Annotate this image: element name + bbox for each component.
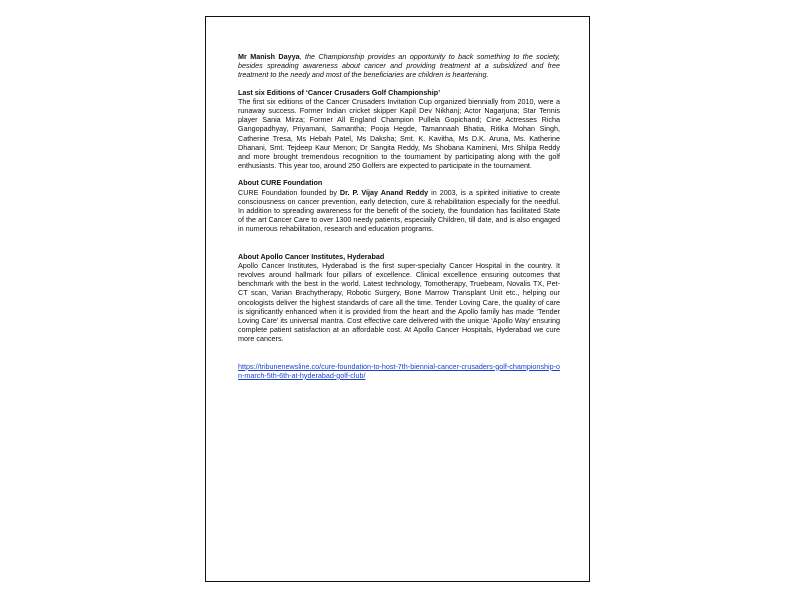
intro-paragraph bbox=[238, 52, 560, 80]
section-editions-heading: Last six Editions of ‘Cancer Crusaders Golf Championship’ bbox=[238, 87, 441, 97]
document-page bbox=[205, 16, 590, 582]
section-cure-body-pre: CURE Foundation founded by bbox=[238, 187, 340, 197]
intro-text: , the Championship provides an opportunity to back something to the society, besides spreading awareness about cancer and providing treatment at a subsidized and free treatment to the needy and most of the beneficiaries are children is heartening. bbox=[238, 52, 561, 80]
spacer bbox=[238, 242, 560, 252]
section-cure-heading: About CURE Foundation bbox=[238, 178, 323, 188]
section-cure-body bbox=[238, 188, 560, 234]
source-link[interactable]: https://tribunenewsline.co/cure-foundation-to-host-7th-biennial-cancer-crusaders-golf-championship-on-march-5th-6th-at-hyderabad-golf-club/ bbox=[238, 361, 561, 380]
section-cure-body-post: in 2003, is a spirited initiative to create consciousness on cancer prevention, early detection, cure & rehabilitation especially for the needful. In addition to spreading awareness for the benefit of the society, the foundation has facilitated State of the art Cancer Care to over 1300 needy patients, especially Children, till date, and is also engaged in numerous rehabilitation, research and education programs. bbox=[238, 187, 560, 234]
section-apollo-heading: About Apollo Cancer Institutes, Hyderabad bbox=[238, 251, 385, 261]
page-content bbox=[238, 52, 560, 380]
section-editions bbox=[238, 88, 560, 171]
section-cure-foundation bbox=[238, 178, 560, 233]
section-apollo-body: Apollo Cancer Institutes, Hyderabad is the first super-specialty Cancer Hospital in the country. It revolves around hallmark four pillars of excellence. Clinical excellence ensuring outcomes that benchmark with the best in the world. Latest technology, Tomotherapy, Truebeam, Novalis TX, Pet-CT scan, Varian Brachytherapy, Robotic Surgery, Bone Marrow Transplant Unit etc., helping our oncologists deliver the highest standards of care all the time. Tender Loving Care, the quality of care is significantly enhanced when it is provided from the heart and the Apollo family has made ‘Tender Loving Care’ its universal mantra. Cost effective care delivered with the unique ‘Apollo Way’ ensuring complete patient satisfaction at an affordable cost. At Apollo Cancer Hospitals, Hyderabad we cure more cancers. bbox=[238, 260, 560, 344]
intro-name: Mr Manish Dayya bbox=[238, 52, 300, 61]
section-editions-body: The first six editions of the Cancer Crusaders Invitation Cup organized biennially from 2010, were a runaway success. Former Indian cricket skipper Kapil Dev Nikhanj; Actor Nagarjuna; Star Tennis player Sania Mirza; Former All England Champion Pullela Gopichand; Cine Actresses Richa Gangopadhyay, Priyamani, Samantha; Pooja Hegde, Tamannaah Bhatia, Ritika Mohan Singh, Catherine Tresa, Ms Hebah Patel, Ms Daksha; Smt. K. Kavitha, Ms D.K. Aruna, Ms. Katherine Dhanani, Smt. Tejdeep Kaur Menon; Dr Sangita Reddy, Ms Shobana Kamineni, Mrs Shilpa Reddy and more brought tremendous recognition to the tournament by participating along with the golf enthusiasts. This year too, around 250 Golfers are expected to participate in the tournament. bbox=[238, 96, 560, 171]
section-apollo bbox=[238, 252, 560, 344]
section-cure-founder: Dr. P. Vijay Anand Reddy bbox=[339, 187, 429, 197]
